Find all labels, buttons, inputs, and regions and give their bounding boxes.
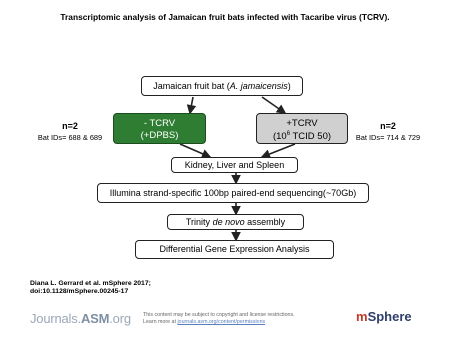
arrow-root-to-left [190,97,193,113]
sequencing-node [97,183,369,203]
logo-prefix: Journals. [30,311,81,326]
infected-dose-suffix: TCID 50) [290,130,332,142]
logo-suffix: .org [109,311,131,326]
infected-group-line1: +TCRV [286,118,318,129]
control-group-bat-ids: Bat IDs= 688 & 689 [37,133,103,142]
arrow-root-to-right [262,97,285,113]
assembly-label [168,218,303,227]
infected-group-node [256,113,348,144]
citation [30,280,151,297]
assembly-node [167,214,304,230]
logo-bold: ASM [80,311,110,326]
analysis-label: Differential Gene Expression Analysis [159,244,310,254]
control-group-node [113,113,206,144]
infected-group-n: n=2 [380,121,396,131]
infected-dose-exponent: 6 [286,130,291,137]
citation-line1: Diana L. Gerrard et al. mSphere 2017; [30,280,151,287]
infected-group-line2 [257,131,347,142]
assembly-italic: de novo [212,217,245,227]
control-group-info [30,121,110,142]
infected-dose-prefix: (10 [272,130,287,142]
figure-title: Transcriptomic analysis of Jamaican fruit bats infected with Tacaribe virus (TCRV). [60,12,390,22]
disclaimer-line1: This content may be subject to copyright and license restrictions. [143,312,295,318]
disclaimer-line2-prefix: Learn more at [143,319,178,326]
control-group-line2: (+DPBS) [140,129,179,141]
analysis-node [135,240,334,259]
control-group-n: n=2 [62,121,78,131]
copyright-disclaimer [143,312,295,326]
root-text-prefix: Jamaican fruit bat ( [153,81,230,91]
citation-line2: doi:10.1128/mSphere.00245-17 [30,288,129,296]
assembly-prefix: Trinity [185,217,213,227]
root-node-label [142,82,302,91]
msphere-logo-m: m [356,309,368,324]
arrow-left-to-tissues [180,144,210,157]
root-text-suffix: ) [287,81,291,91]
journals-asm-logo[interactable] [30,311,131,326]
tissues-node [171,157,298,173]
arrow-right-to-tissues [262,144,295,157]
tissues-label: Kidney, Liver and Spleen [184,160,285,170]
root-text-italic: A. jamaicensis [229,81,288,91]
control-group-line1: - TCRV [143,118,176,129]
msphere-logo[interactable] [356,309,412,324]
disclaimer-line2 [143,319,295,326]
permissions-link[interactable]: journals.asm.org/content/permissions [177,319,266,326]
sequencing-label: Illumina strand-specific 100bp paired-end sequencing(~70Gb) [109,188,357,198]
infected-group-bat-ids: Bat IDs= 714 & 729 [355,133,421,142]
msphere-logo-rest: Sphere [367,309,412,324]
assembly-suffix: assembly [244,217,286,227]
infected-group-info [347,121,429,142]
root-node [141,76,303,96]
